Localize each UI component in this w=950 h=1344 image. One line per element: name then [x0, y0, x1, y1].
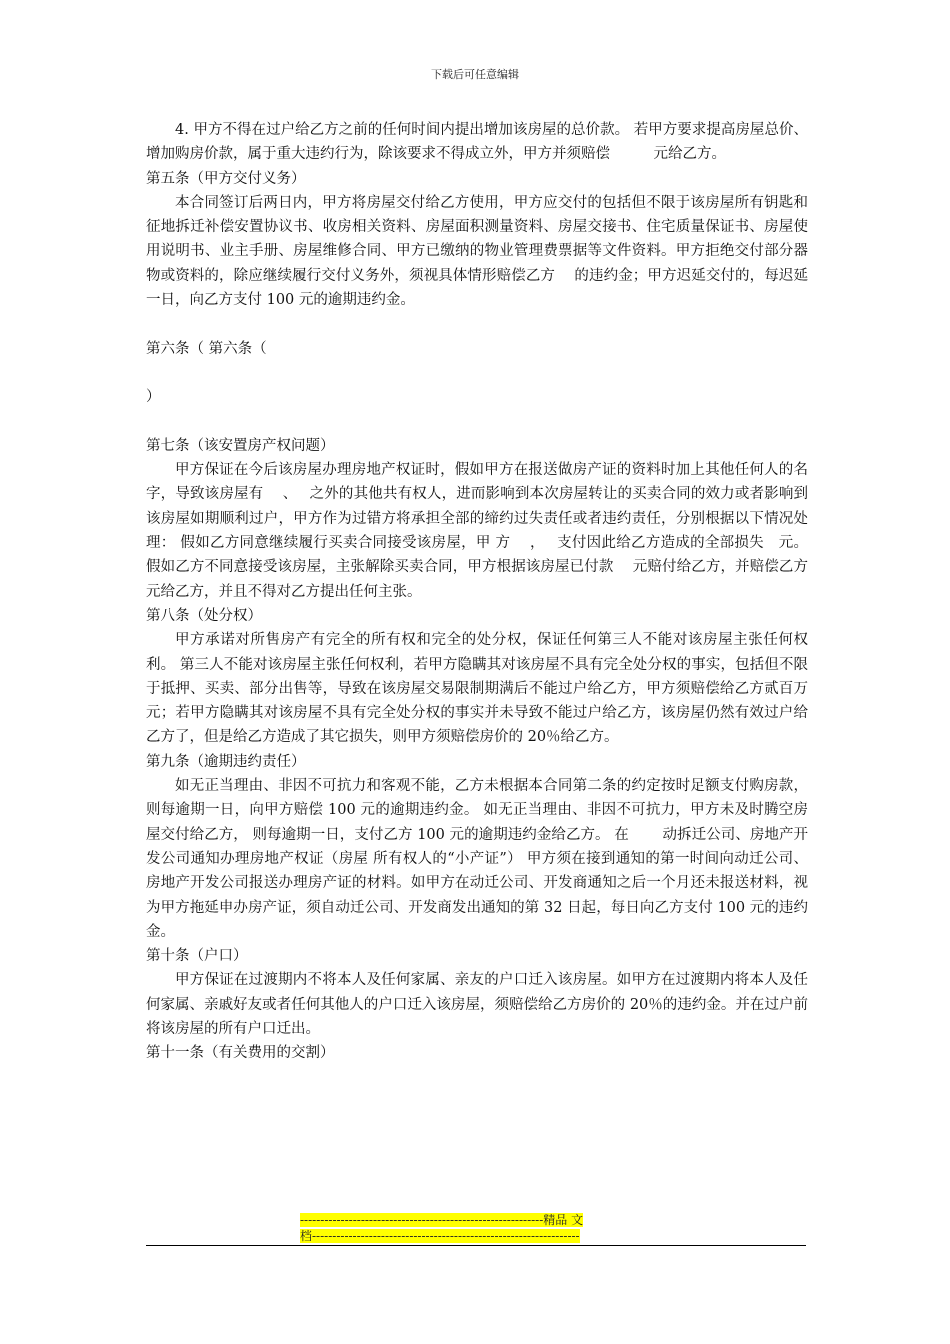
article-9-paragraph: 如无正当理由、非因不可抗力和客观不能，乙方未根据本合同第二条的约定按时足额支付购房款，则每逾期一日，向甲方赔偿 100 元的逾期违约金。 如无正当理由、非因不可抗力，甲方未及时腾空房屋交付给乙方， 则每逾期一日，支付乙方 100 元的逾期违约金给乙方。 在 动拆迁公司、房地产开发公司通知办理房地产权证（房屋 所有权人的“小产证”） 甲方须在接到通知的第一时间向动迁公司、房地产开发公司报送办理房产证的材料。如甲方在动迁公司、开发商通知之后一个月还未报送材料，视为甲方拖延申办房产证，须自动迁公司、开发商发出通知的第 32 日起，每日向乙方支付 100 元的违约金。: [146, 778, 808, 940]
article-9-heading: 第九条（逾期违约责任）: [146, 753, 306, 770]
article-6-closing: ）: [146, 389, 161, 406]
spacer: [146, 410, 808, 434]
spacer: [146, 312, 808, 336]
footer-banner-line2: 档------------------------------------------------------------------: [300, 1229, 580, 1243]
page-header: 下载后可任意编辑: [431, 68, 519, 81]
article-10-heading: 第十条（户口）: [146, 948, 248, 965]
document-body: [146, 118, 828, 1066]
article-6-heading: 第六条（ 第六条（: [146, 340, 267, 357]
article-7-heading: 第七条（该安置房产权问题）: [146, 437, 335, 454]
article-8-paragraph: 甲方承诺对所售房产有完全的所有权和完全的处分权，保证任何第三人不能对该房屋主张任何权利。 第三人不能对该房屋主张任何权利，若甲方隐瞒其对该房屋不具有完全处分权的事实，包括但不限于抵押、买卖、部分出售等，导致在该房屋交易限制期满后不能过户给乙方，甲方须赔偿给乙方贰百万元；若甲方隐瞒其对该房屋不具有完全处分权的事实并未导致不能过户给乙方，该房屋仍然有效过户给乙方了，但是给乙方造成了其它损失，则甲方须赔偿房价的 20％给乙方。: [146, 632, 808, 746]
footer-banner-line1: ------------------------------------------------------------精品 文: [300, 1213, 584, 1227]
footer-divider: [146, 1245, 806, 1246]
article-11-heading: 第十一条（有关费用的交割）: [146, 1045, 335, 1062]
article-7-paragraph: 甲方保证在今后该房屋办理房地产权证时，假如甲方在报送做房产证的资料时加上其他任何人的名字，导致该房屋有 、 之外的其他共有权人，进而影响到本次房屋转让的买卖合同的效力或者影响到该房屋如期顺利过户，甲方作为过错方将承担全部的缔约过失责任或者违约责任，分别根据以下情况处理： 假如乙方同意继续履行买卖合同接受该房屋，甲 方 ， 支付因此给乙方造成的全部损失 元。 假如乙方不同意接受该房屋，主张解除买卖合同，甲方根据该房屋已付款 元赔付给乙方，并赔偿乙方 元给乙方，并且不得对乙方提出任何主张。: [146, 462, 828, 600]
article-5-heading: 第五条（甲方交付义务）: [146, 170, 306, 187]
clause-4-paragraph: 4. 甲方不得在过户给乙方之前的任何时间内提出增加该房屋的总价款。 若甲方要求提高房屋总价、增加购房价款，属于重大违约行为，除该要求不得成立外，甲方并须赔偿 元给乙方。: [146, 122, 808, 163]
spacer: [146, 361, 808, 385]
article-10-paragraph: 甲方保证在过渡期内不将本人及任何家属、亲友的户口迁入该房屋。如甲方在过渡期内将本人及任何家属、亲戚好友或者任何其他人的户口迁入该房屋，须赔偿给乙方房价的 20％的违约金。并在过户前将该房屋的所有户口迁出。: [146, 972, 808, 1037]
article-5-paragraph: 本合同签订后两日内，甲方将房屋交付给乙方使用，甲方应交付的包括但不限于该房屋所有钥匙和征地拆迁补偿安置协议书、收房相关资料、房屋面积测量资料、房屋交接书、住宅质量保证书、房屋使用说明书、业主手册、房屋维修合同、甲方已缴纳的物业管理费票据等文件资料。甲方拒绝交付部分器物或资料的，除应继续履行交付义务外，须视具体情形赔偿乙方 的违约金；甲方迟延交付的，每迟延 一日，向乙方支付 100 元的逾期违约金。: [146, 194, 808, 309]
article-8-heading: 第八条（处分权）: [146, 607, 262, 624]
